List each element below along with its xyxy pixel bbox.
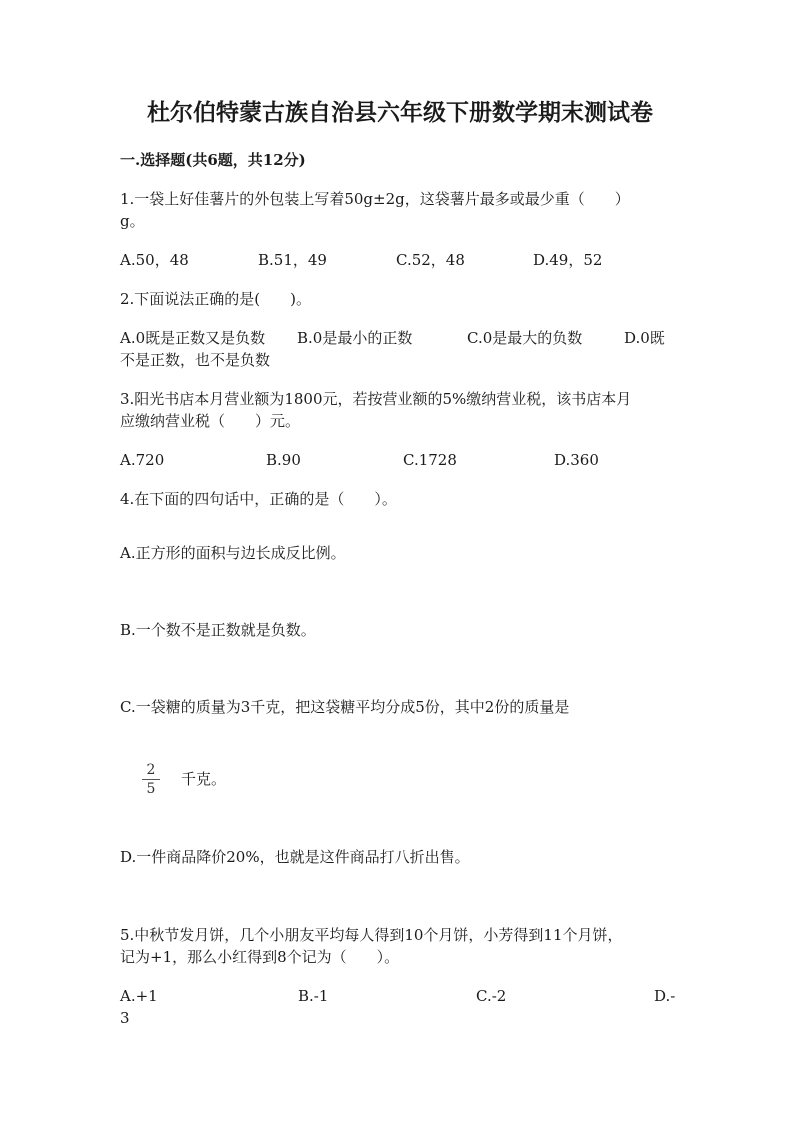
- question-1-option-b: B.51，49: [258, 251, 327, 269]
- question-2-text: 2.下面说法正确的是( )。: [120, 290, 312, 308]
- question-2-option-d: D.0既: [624, 329, 665, 347]
- question-1-text-cont: g。: [120, 212, 145, 230]
- fraction-denominator: 5: [146, 781, 156, 797]
- question-2-option-c: C.0是最大的负数: [467, 329, 583, 347]
- question-3-text-cont: 应缴纳营业税（ ）元。: [120, 412, 301, 430]
- question-3-option-d: D.360: [554, 451, 599, 469]
- question-3-text: 3.阳光书店本月营业额为1800元，若按营业额的5%缴纳营业税，该书店本月: [120, 390, 632, 408]
- question-5-option-a: A.+1: [120, 987, 158, 1005]
- question-3-option-b: B.90: [266, 451, 301, 469]
- question-5-text: 5.中秋节发月饼，几个小朋友平均每人得到10个月饼，小芳得到11个月饼，: [120, 926, 623, 944]
- question-2-option-d-cont: 不是正数，也不是负数: [120, 351, 271, 369]
- fraction-two-fifths: [142, 762, 160, 797]
- question-4-text: 4.在下面的四句话中，正确的是（ ）。: [120, 490, 397, 508]
- section-heading: 一.选择题(共6题，共12分): [120, 151, 306, 169]
- question-1-option-d: D.49，52: [533, 251, 603, 269]
- question-5-option-c: C.-2: [476, 987, 507, 1005]
- fraction-bar: [142, 779, 160, 780]
- question-4-option-a: A.正方形的面积与边长成反比例。: [120, 544, 346, 562]
- question-4-option-d: D.一件商品降价20%，也就是这件商品打八折出售。: [120, 848, 470, 866]
- question-1-option-c: C.52，48: [396, 251, 465, 269]
- question-5-option-d: D.-: [654, 987, 676, 1005]
- question-4-option-b: B.一个数不是正数就是负数。: [120, 621, 316, 639]
- question-4-option-c-unit: 千克。: [181, 770, 227, 788]
- question-5-text-cont: 记为+1，那么小红得到8个记为（ ）。: [120, 948, 400, 966]
- question-3-option-c: C.1728: [403, 451, 457, 469]
- question-3-option-a: A.720: [120, 451, 165, 469]
- question-1-text: 1.一袋上好佳薯片的外包装上写着50g±2g，这袋薯片最多或最少重（ ）: [120, 190, 630, 208]
- question-1-option-a: A.50，48: [120, 251, 189, 269]
- question-2-option-a: A.0既是正数又是负数: [120, 329, 266, 347]
- question-2-option-b: B.0是最小的正数: [297, 329, 413, 347]
- page-title: 杜尔伯特蒙古族自治县六年级下册数学期末测试卷: [147, 99, 653, 126]
- fraction-numerator: 2: [146, 762, 156, 778]
- question-4-option-c: C.一袋糖的质量为3千克，把这袋糖平均分成5份，其中2份的质量是: [120, 698, 570, 716]
- question-5-option-b: B.-1: [298, 987, 329, 1005]
- question-5-option-d-cont: 3: [120, 1009, 130, 1027]
